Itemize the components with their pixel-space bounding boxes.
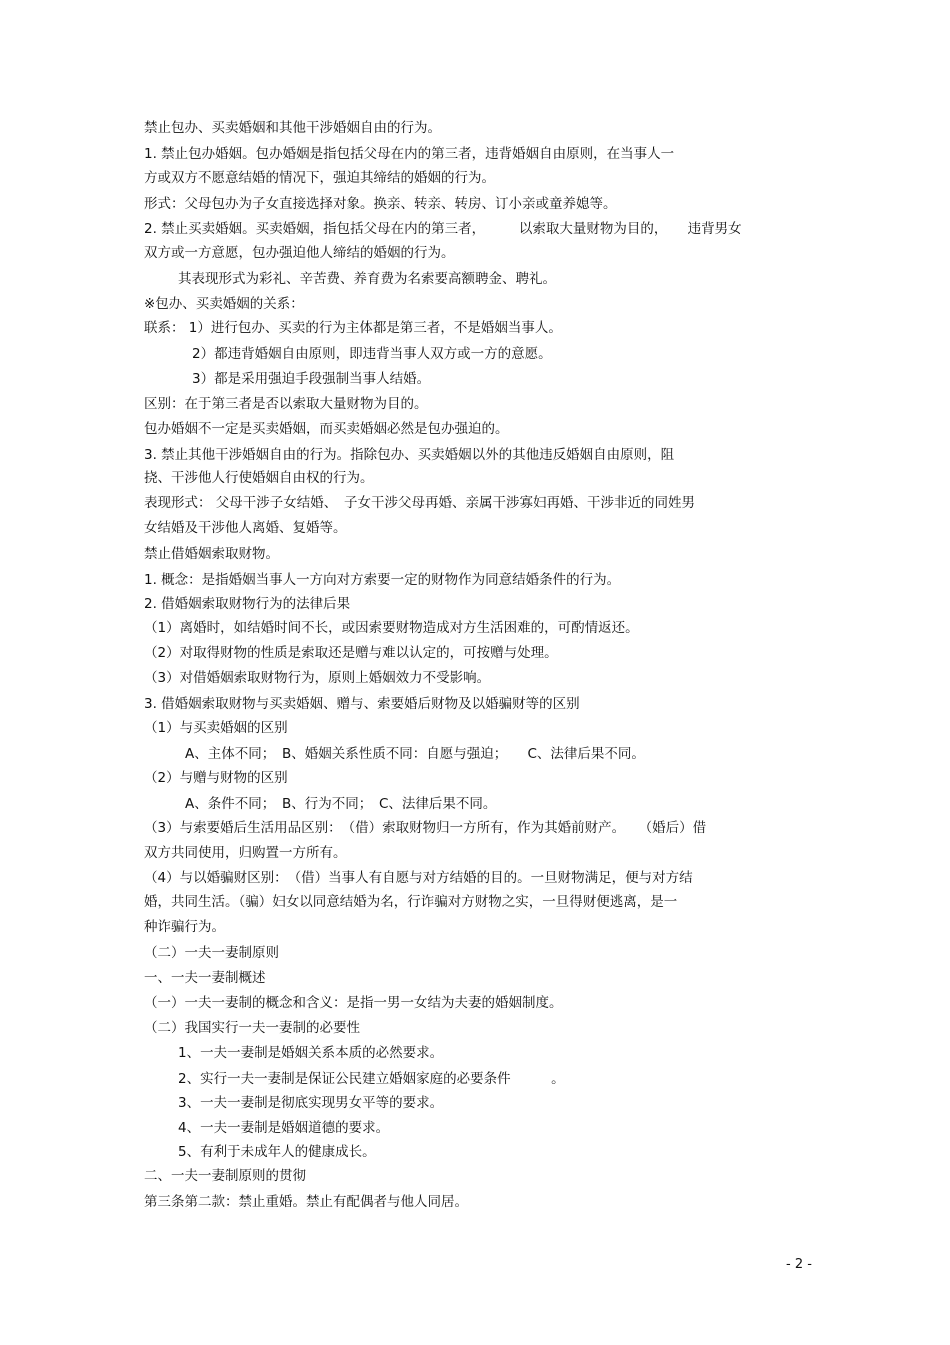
text-line: 婚，共同生活。（骗）妇女以同意结婚为名，行诈骗对方财物之实，一旦得财便逃离，是一 (144, 894, 678, 910)
text-line: 种诈骗行为。 (144, 919, 225, 935)
text-line: 区别：在于第三者是否以索取大量财物为目的。 (144, 396, 428, 412)
text-line: 1. 概念：是指婚姻当事人一方向对方索要一定的财物作为同意结婚条件的行为。 (144, 572, 621, 588)
text-line: 禁止包办、买卖婚姻和其他干涉婚姻自由的行为。 (144, 120, 441, 136)
text-line: 挠、干涉他人行使婚姻自由权的行为。 (144, 470, 374, 486)
text-line: （4）与以婚骗财区别： （借）当事人有自愿与对方结婚的目的。一旦财物满足，便与对方结 (144, 870, 693, 886)
text-line: 3. 禁止其他干涉婚姻自由的行为。指除包办、买卖婚姻以外的其他违反婚姻自由原则，阻 (144, 447, 675, 463)
text-line: ※包办、买卖婚姻的关系： (144, 296, 304, 312)
text-line: 女结婚及干涉他人离婚、复婚等。 (144, 520, 347, 536)
text-line: （二）我国实行一夫一妻制的必要性 (144, 1020, 360, 1036)
text-line: （一）一夫一妻制的概念和含义：是指一男一女结为夫妻的婚姻制度。 (144, 995, 563, 1011)
text-line: 其表现形式为彩礼、辛苦费、养育费为名索要高额聘金、聘礼。 (178, 271, 556, 287)
text-line: 4、一夫一妻制是婚姻道德的要求。 (178, 1120, 390, 1136)
text-line: 二、一夫一妻制原则的贯彻 (144, 1168, 306, 1184)
text-line: （2）与赠与财物的区别 (144, 770, 288, 786)
text-line: 2、实行一夫一妻制是保证公民建立婚姻家庭的必要条件 。 (178, 1071, 565, 1087)
text-line: 2）都违背婚姻自由原则，即违背当事人双方或一方的意愿。 (192, 346, 552, 362)
text-line: 包办婚姻不一定是买卖婚姻，而买卖婚姻必然是包办强迫的。 (144, 421, 509, 437)
text-line: 联系： 1）进行包办、买卖的行为主体都是第三者，不是婚姻当事人。 (144, 320, 562, 336)
text-line: 2. 禁止买卖婚姻。买卖婚姻，指包括父母在内的第三者， 以索取大量财物为目的， 违背男女 (144, 221, 742, 237)
text-line: （2）对取得财物的性质是索取还是赠与难以认定的，可按赠与处理。 (144, 645, 558, 661)
text-line: 表现形式： 父母干涉子女结婚、 子女干涉父母再婚、亲属干涉寡妇再婚、干涉非近的同姓男 (144, 495, 696, 511)
text-line: 3. 借婚姻索取财物与买卖婚姻、赠与、索要婚后财物及以婚骗财等的区别 (144, 696, 580, 712)
text-line: 1. 禁止包办婚姻。包办婚姻是指包括父母在内的第三者，违背婚姻自由原则，在当事人一 (144, 146, 675, 162)
text-line: A、主体不同； B、婚姻关系性质不同：自愿与强迫； C、法律后果不同。 (185, 746, 645, 762)
text-line: 5、有利于未成年人的健康成长。 (178, 1144, 376, 1160)
text-line: 第三条第二款：禁止重婚。禁止有配偶者与他人同居。 (144, 1194, 468, 1210)
text-line: （3）与索要婚后生活用品区别： （借）索取财物归一方所有，作为其婚前财产。 （婚后）借 (144, 820, 707, 836)
text-line: 禁止借婚姻索取财物。 (144, 546, 279, 562)
text-line: 形式：父母包办为子女直接选择对象。换亲、转亲、转房、订小亲或童养媳等。 (144, 196, 617, 212)
text-line: 2. 借婚姻索取财物行为的法律后果 (144, 596, 351, 612)
text-line: 一、一夫一妻制概述 (144, 970, 266, 986)
text-line: （二）一夫一妻制原则 (144, 945, 279, 961)
text-line: A、条件不同； B、行为不同； C、法律后果不同。 (185, 796, 497, 812)
page-number: - 2 - (786, 1257, 812, 1272)
text-line: 3、一夫一妻制是彻底实现男女平等的要求。 (178, 1095, 444, 1111)
text-line: 3）都是采用强迫手段强制当事人结婚。 (192, 371, 431, 387)
text-line: （3）对借婚姻索取财物行为，原则上婚姻效力不受影响。 (144, 670, 491, 686)
text-line: 双方共同使用，归购置一方所有。 (144, 845, 347, 861)
text-line: 方或双方不愿意结婚的情况下，强迫其缔结的婚姻的行为。 (144, 170, 495, 186)
text-line: （1）离婚时，如结婚时间不长，或因索要财物造成对方生活困难的，可酌情返还。 (144, 620, 639, 636)
text-line: 1、一夫一妻制是婚姻关系本质的必然要求。 (178, 1045, 444, 1061)
text-line: （1）与买卖婚姻的区别 (144, 720, 288, 736)
text-line: 双方或一方意愿，包办强迫他人缔结的婚姻的行为。 (144, 245, 455, 261)
